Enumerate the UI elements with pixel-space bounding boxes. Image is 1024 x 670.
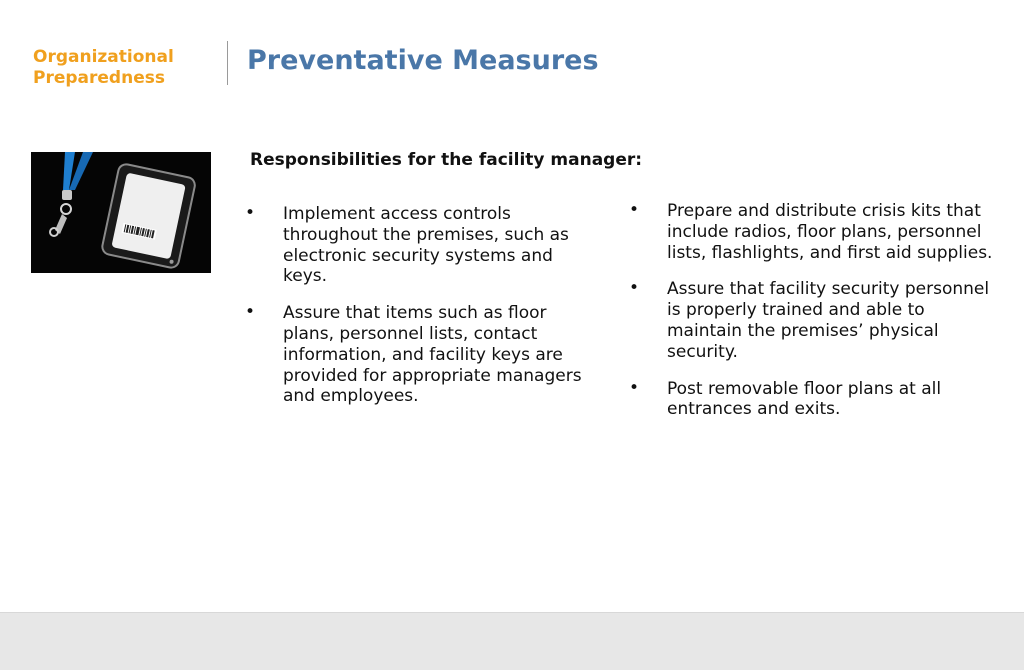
responsibilities-heading: Responsibilities for the facility manager: xyxy=(250,150,643,170)
bullet-icon: • xyxy=(245,302,256,323)
left-bullet-list xyxy=(243,204,588,423)
list-item-text: Assure that facility security personnel is properly trained and able to maintain the premises’ physical security. xyxy=(667,279,990,362)
list-item xyxy=(627,279,997,362)
id-badge-lanyard-icon xyxy=(31,152,211,273)
list-item xyxy=(627,201,997,263)
bullet-icon: • xyxy=(245,203,256,223)
bullet-icon: • xyxy=(629,200,640,220)
section-label: Organizational Preparedness xyxy=(33,47,174,88)
list-item-text: Prepare and distribute crisis kits that include radios, floor plans, personnel lists, flashlights, and first aid supplies. xyxy=(667,201,993,263)
page-title: Preventative Measures xyxy=(247,45,599,76)
id-badge-photo xyxy=(31,152,211,273)
list-item xyxy=(243,204,588,287)
list-item-text: Assure that items such as floor plans, personnel lists, contact information, and facility keys are provided for appropriate managers and employees. xyxy=(283,303,582,407)
bullet-icon: • xyxy=(629,377,640,398)
list-item xyxy=(627,379,997,421)
bullet-icon: • xyxy=(629,278,640,299)
footer-bar xyxy=(0,612,1024,670)
list-item xyxy=(243,303,588,407)
header-divider xyxy=(227,41,228,85)
list-item-text: Post removable floor plans at all entrances and exits. xyxy=(667,378,942,420)
list-item-text: Implement access controls throughout the premises, such as electronic security systems and keys. xyxy=(283,204,569,287)
right-bullet-list xyxy=(627,201,997,436)
